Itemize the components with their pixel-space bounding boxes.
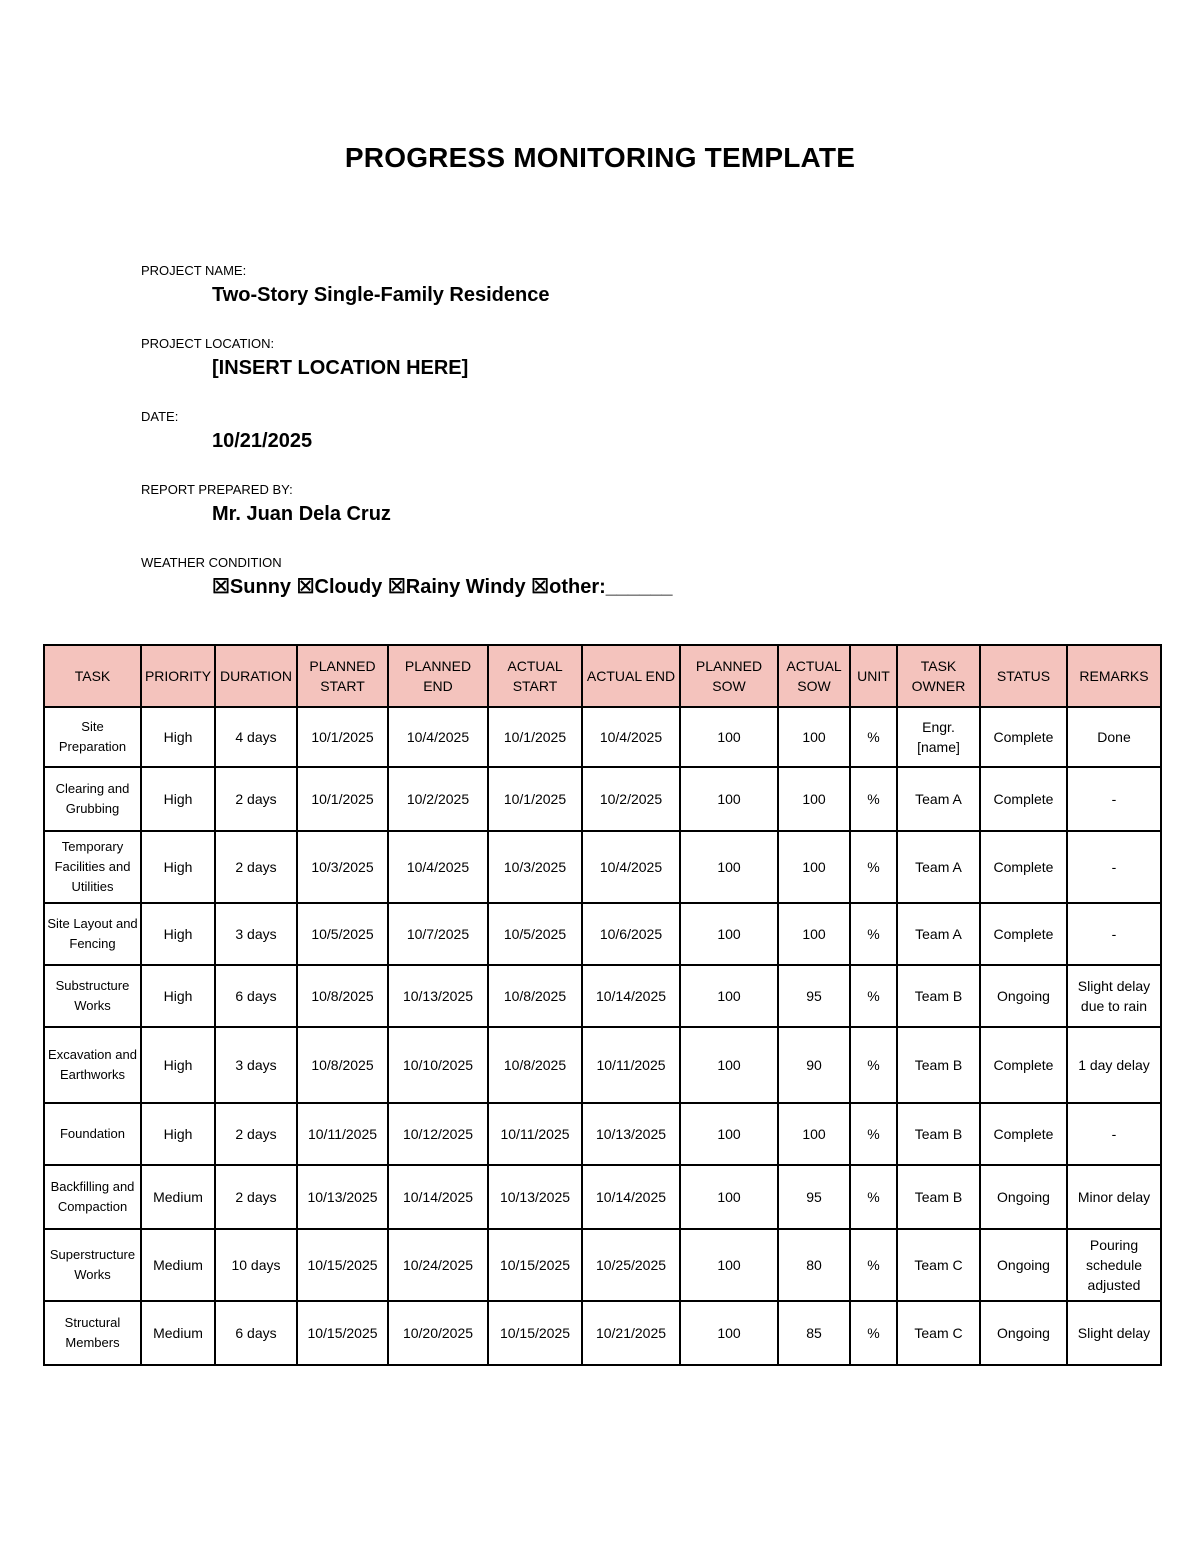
progress-table xyxy=(43,644,1162,1366)
table-cell: 100 xyxy=(680,831,778,903)
table-cell: Team B xyxy=(897,965,980,1027)
table-cell: 10/2/2025 xyxy=(388,767,488,831)
table-cell: 100 xyxy=(778,1103,850,1165)
table-row xyxy=(44,707,1161,767)
column-header: UNIT xyxy=(850,645,897,707)
column-header: DURATION xyxy=(215,645,297,707)
table-cell: Medium xyxy=(141,1229,215,1301)
table-row xyxy=(44,1027,1161,1103)
table-cell: 100 xyxy=(778,767,850,831)
table-cell: 10/14/2025 xyxy=(388,1165,488,1229)
table-cell: 10/5/2025 xyxy=(488,903,582,965)
table-cell: High xyxy=(141,1103,215,1165)
table-cell: Team A xyxy=(897,767,980,831)
table-cell: Slight delay due to rain xyxy=(1067,965,1161,1027)
table-cell: % xyxy=(850,707,897,767)
table-cell: 10/15/2025 xyxy=(297,1301,388,1365)
table-cell: High xyxy=(141,767,215,831)
table-cell: Slight delay xyxy=(1067,1301,1161,1365)
table-cell: Complete xyxy=(980,903,1067,965)
table-body xyxy=(44,707,1161,1365)
table-cell: 10/8/2025 xyxy=(488,1027,582,1103)
table-cell: 6 days xyxy=(215,965,297,1027)
table-cell: 10/13/2025 xyxy=(388,965,488,1027)
column-header: PLANNED START xyxy=(297,645,388,707)
table-cell: 100 xyxy=(680,965,778,1027)
table-cell: 10/10/2025 xyxy=(388,1027,488,1103)
table-cell: 90 xyxy=(778,1027,850,1103)
table-cell: Minor delay xyxy=(1067,1165,1161,1229)
table-cell: 100 xyxy=(680,1027,778,1103)
table-cell: Foundation xyxy=(44,1103,141,1165)
table-cell: 10/11/2025 xyxy=(488,1103,582,1165)
table-cell: High xyxy=(141,831,215,903)
table-row xyxy=(44,965,1161,1027)
table-cell: 100 xyxy=(680,1229,778,1301)
table-cell: 4 days xyxy=(215,707,297,767)
table-cell: % xyxy=(850,767,897,831)
table-cell: 100 xyxy=(778,903,850,965)
table-cell: High xyxy=(141,707,215,767)
project-name-value: Two-Story Single-Family Residence xyxy=(212,284,550,306)
table-cell: - xyxy=(1067,767,1161,831)
table-row xyxy=(44,1301,1161,1365)
table-cell: 100 xyxy=(680,1165,778,1229)
table-cell: Complete xyxy=(980,1103,1067,1165)
table-cell: - xyxy=(1067,831,1161,903)
table-cell: Complete xyxy=(980,767,1067,831)
table-cell: 10/15/2025 xyxy=(297,1229,388,1301)
project-name-block xyxy=(141,262,673,335)
weather-value: ☒Sunny ☒Cloudy ☒Rainy Windy ☒other:______ xyxy=(212,576,673,598)
project-name-label: PROJECT NAME: xyxy=(141,263,247,278)
table-cell: Complete xyxy=(980,1027,1067,1103)
table-cell: 1 day delay xyxy=(1067,1027,1161,1103)
table-cell: Team B xyxy=(897,1165,980,1229)
table-cell: 95 xyxy=(778,965,850,1027)
table-cell: 10/24/2025 xyxy=(388,1229,488,1301)
table-cell: 10/5/2025 xyxy=(297,903,388,965)
prepared-by-label: REPORT PREPARED BY: xyxy=(141,482,293,497)
column-header: REMARKS xyxy=(1067,645,1161,707)
table-cell: 10/11/2025 xyxy=(297,1103,388,1165)
table-cell: Team C xyxy=(897,1301,980,1365)
table-cell: 10/3/2025 xyxy=(297,831,388,903)
prepared-by-block xyxy=(141,481,673,554)
table-cell: Clearing and Grubbing xyxy=(44,767,141,831)
table-row xyxy=(44,831,1161,903)
table-cell: 10/8/2025 xyxy=(488,965,582,1027)
table-cell: 2 days xyxy=(215,831,297,903)
table-cell: 10/8/2025 xyxy=(297,965,388,1027)
table-cell: % xyxy=(850,965,897,1027)
project-location-block xyxy=(141,335,673,408)
table-cell: - xyxy=(1067,903,1161,965)
table-cell: 10/15/2025 xyxy=(488,1229,582,1301)
table-cell: Structural Members xyxy=(44,1301,141,1365)
table-cell: Complete xyxy=(980,707,1067,767)
table-cell: % xyxy=(850,903,897,965)
table-cell: 10/25/2025 xyxy=(582,1229,680,1301)
table-cell: % xyxy=(850,1229,897,1301)
table-row xyxy=(44,903,1161,965)
table-header-row xyxy=(44,645,1161,707)
table-cell: % xyxy=(850,1103,897,1165)
table-cell: Done xyxy=(1067,707,1161,767)
table-cell: 10/1/2025 xyxy=(297,707,388,767)
table-cell: 10/1/2025 xyxy=(488,707,582,767)
column-header: PRIORITY xyxy=(141,645,215,707)
table-cell: Pouring schedule adjusted xyxy=(1067,1229,1161,1301)
table-cell: Team B xyxy=(897,1027,980,1103)
table-cell: 95 xyxy=(778,1165,850,1229)
table-cell: 10 days xyxy=(215,1229,297,1301)
table-cell: Backfilling and Compaction xyxy=(44,1165,141,1229)
table-cell: 100 xyxy=(680,707,778,767)
table-cell: Medium xyxy=(141,1301,215,1365)
table-cell: 10/13/2025 xyxy=(582,1103,680,1165)
date-value: 10/21/2025 xyxy=(212,430,313,452)
table-cell: 100 xyxy=(680,903,778,965)
weather-block xyxy=(141,554,673,627)
table-cell: 10/21/2025 xyxy=(582,1301,680,1365)
table-cell: Ongoing xyxy=(980,965,1067,1027)
table-cell: Team A xyxy=(897,831,980,903)
table-cell: 10/1/2025 xyxy=(488,767,582,831)
table-cell: 3 days xyxy=(215,903,297,965)
table-cell: 10/15/2025 xyxy=(488,1301,582,1365)
table-cell: 10/3/2025 xyxy=(488,831,582,903)
column-header: ACTUAL START xyxy=(488,645,582,707)
table-cell: 2 days xyxy=(215,767,297,831)
table-cell: 10/20/2025 xyxy=(388,1301,488,1365)
table-row xyxy=(44,1103,1161,1165)
table-cell: 10/13/2025 xyxy=(488,1165,582,1229)
table-cell: High xyxy=(141,903,215,965)
column-header: ACTUAL END xyxy=(582,645,680,707)
date-block xyxy=(141,408,673,481)
table-cell: 10/7/2025 xyxy=(388,903,488,965)
table-cell: Team B xyxy=(897,1103,980,1165)
project-location-label: PROJECT LOCATION: xyxy=(141,336,275,351)
table-row xyxy=(44,1229,1161,1301)
table-cell: Ongoing xyxy=(980,1301,1067,1365)
table-cell: 10/8/2025 xyxy=(297,1027,388,1103)
column-header: PLANNED SOW xyxy=(680,645,778,707)
table-cell: Engr. [name] xyxy=(897,707,980,767)
table-cell: Site Layout and Fencing xyxy=(44,903,141,965)
table-cell: 10/12/2025 xyxy=(388,1103,488,1165)
table-cell: Temporary Facilities and Utilities xyxy=(44,831,141,903)
table-cell: 2 days xyxy=(215,1103,297,1165)
table-cell: 85 xyxy=(778,1301,850,1365)
table-cell: 3 days xyxy=(215,1027,297,1103)
table-cell: % xyxy=(850,1165,897,1229)
table-cell: 80 xyxy=(778,1229,850,1301)
project-info xyxy=(141,262,673,627)
table-cell: 10/14/2025 xyxy=(582,965,680,1027)
date-label: DATE: xyxy=(141,409,179,424)
table-cell: 10/1/2025 xyxy=(297,767,388,831)
table-cell: Team A xyxy=(897,903,980,965)
table-row xyxy=(44,767,1161,831)
table-cell: 100 xyxy=(680,1301,778,1365)
column-header: PLANNED END xyxy=(388,645,488,707)
table-cell: 100 xyxy=(778,831,850,903)
table-cell: High xyxy=(141,965,215,1027)
table-cell: % xyxy=(850,831,897,903)
table-cell: Complete xyxy=(980,831,1067,903)
table-row xyxy=(44,1165,1161,1229)
table-cell: Team C xyxy=(897,1229,980,1301)
table-cell: 10/4/2025 xyxy=(388,707,488,767)
table-cell: 10/13/2025 xyxy=(297,1165,388,1229)
table-cell: Ongoing xyxy=(980,1165,1067,1229)
table-cell: 10/2/2025 xyxy=(582,767,680,831)
column-header: TASK xyxy=(44,645,141,707)
table-cell: % xyxy=(850,1027,897,1103)
table-cell: 10/4/2025 xyxy=(582,707,680,767)
table-cell: Superstructure Works xyxy=(44,1229,141,1301)
table-cell: 10/4/2025 xyxy=(582,831,680,903)
weather-label: WEATHER CONDITION xyxy=(141,555,282,570)
table-cell: Medium xyxy=(141,1165,215,1229)
table-cell: Excavation and Earthworks xyxy=(44,1027,141,1103)
table-cell: Site Preparation xyxy=(44,707,141,767)
table-cell: 10/14/2025 xyxy=(582,1165,680,1229)
table-cell: Substructure Works xyxy=(44,965,141,1027)
table-cell: % xyxy=(850,1301,897,1365)
table-cell: 2 days xyxy=(215,1165,297,1229)
table-cell: 10/4/2025 xyxy=(388,831,488,903)
table-cell: High xyxy=(141,1027,215,1103)
document-title: PROGRESS MONITORING TEMPLATE xyxy=(344,142,856,173)
table-cell: 100 xyxy=(778,707,850,767)
column-header: ACTUAL SOW xyxy=(778,645,850,707)
prepared-by-value: Mr. Juan Dela Cruz xyxy=(212,503,391,525)
project-location-value: [INSERT LOCATION HERE] xyxy=(212,357,469,379)
table-cell: 6 days xyxy=(215,1301,297,1365)
table-cell: Ongoing xyxy=(980,1229,1067,1301)
table-cell: 10/11/2025 xyxy=(582,1027,680,1103)
column-header: TASK OWNER xyxy=(897,645,980,707)
table-cell: 100 xyxy=(680,767,778,831)
column-header: STATUS xyxy=(980,645,1067,707)
table-cell: 10/6/2025 xyxy=(582,903,680,965)
table-cell: - xyxy=(1067,1103,1161,1165)
table-cell: 100 xyxy=(680,1103,778,1165)
